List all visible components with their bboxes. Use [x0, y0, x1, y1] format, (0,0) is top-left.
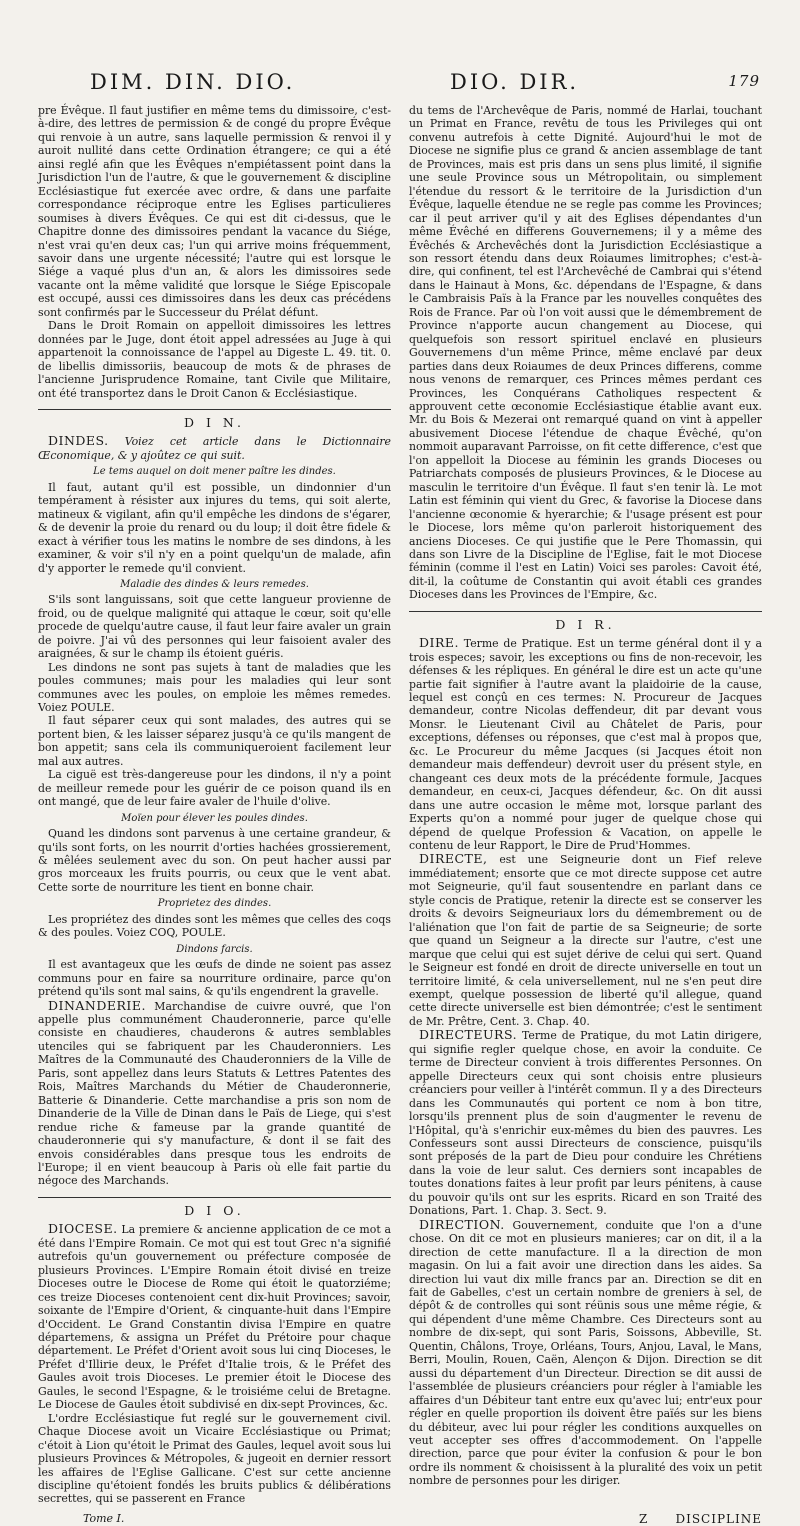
section-heading-dir: D I R. [409, 611, 762, 631]
headword-directe: DIRECTE, [419, 851, 488, 867]
paragraph: Les propriétez des dindes sont les mêmes que celles des coqs & des poules. Voiez COQ, POULE. [38, 912, 391, 940]
subheading: Le tems auquel on doit mener paître les dindes. [93, 466, 336, 478]
paragraph: du tems de l'Archevêque de Paris, nommé de Harlai, touchant un Primat en France, revêtu de tous les Privileges qui ont convenu autrefois à cette Dignité. Aujourd'hui le mot de Diocese ne signifie plus ce grand & ancien assemblage de tant de Provinces, mais est pris dans un sens plus limité, il signifie une seule Province sous un Métropolitain, ou simplement l'étendue du ressort & le territoire de la Jurisdiction d'un Évêque, laquelle étendue ne se regle pas comme les Provinces; car il peut arriver qu'il y ait des Eglises dépendantes d'un même Évêché en differens Gouvernemens; il y a même des Évêchés & Archevêchés dont la Jurisdiction Ecclésiastique a son ressort étendu dans deux Roiaumes limitrophes; c'est-à-dire, qui confinent, tel est l'Archevêché de Cambrai qui s'étend dans le Hainaut à Mons, &c. dépendans de l'Espagne, & dans le Cambraisis Païs à la France par les nouvelles conquêtes des Rois de France. Par où l'on voit aussi que le démembrement de Province n'apporte aucun changement au Diocese, qui quelquefois son ressort spirituel enclavé en plusieurs Gouvernemens d'un même Prince, même enclavé par deux parties dans deux Roiaumes de deux Princes differens, comme nous venons de remarquer, ces Princes mêmes perdant ces Provinces, les Conquérans Catholiques respectent & approuvent cette œconomie Ecclésiastique établie avant eux. Mr. du Bois & Mezerai ont remarqué quand on vint à appeller abusivement Diocese l'étendue de chaque Évêché, qu'on nommoit auparavant Parroisse, on fit cette difference, c'est que l'on appelloit la Diocese au féminin les grands Dioceses ou Patriarchats composés de plusieurs Provinces, & le Diocese au masculin le territoire d'un Évêque. Il faut s'en tenir là. Le mot Latin est féminin qui vient du Grec, & favorise la Diocese dans l'ancienne œconomie & hyerarchie; & l'usage présent est pour le Diocese, lors même qu'on parleroit historiquement des anciens Dioceses. Ce qui justifie que le Pere Thomassin, qui dans son Livre de la Discipline de l'Eglise, fait le mot Diocese féminin (comme il l'est en Latin) Voici ses paroles: Cavoit été, dit-il, la coûtume de Constantin qui avoit établi ces grandes Dioceses dans les Provinces de l'Empire, &c. [409, 104, 762, 602]
entry-body: Voiez cet article dans le Dictionnaire Œconomique, & y ajoûtez ce qui suit. [38, 435, 391, 462]
page-number: 179 [728, 72, 760, 90]
volume-signature: Tome I. [83, 1511, 125, 1525]
subheading: Maladie des dindes & leurs remedes. [120, 578, 309, 590]
text-columns [38, 104, 762, 1506]
headword-directeurs: DIRECTEURS. [419, 1027, 518, 1043]
entry-body: Marchandise de cuivre ouvré, que l'on appelle plus communément Chauderonnerie, parce qu'elle consiste en chaudieres, chauderons & autres semblables utenciles qui se fabriquent par les Chauderonniers. Les Maîtres de la Communauté des Chauderonniers de la Ville de Paris, sont appellez dans leurs Statuts & Lettres Patentes des Rois, Maîtres Marchands du Métier de Chauderonnerie, Batterie & Dinanderie. Cette marchandise a pris son nom de Dinanderie de la Ville de Dinan dans le Païs de Liege, qui s'est rendue riche & fameuse par la grande quantité de chauderonnerie qui s'y manufacture, & dont il se fait des envois considérables dans presque tous les endroits de l'Europe; il en vient beaucoup à Paris où elle fait partie du négoce des Marchands. [38, 999, 391, 1188]
headword-direction: DIRECTION. [419, 1216, 505, 1232]
headword-dindes: DINDES. [48, 433, 109, 449]
headword-dire: DIRE. [419, 635, 459, 651]
footer-right [409, 1512, 762, 1526]
page-footer [38, 1512, 762, 1526]
right-column [409, 104, 762, 1506]
subheading: Moïen pour élever les poules dindes. [121, 812, 308, 824]
entry-body: Gouvernement, conduite que l'on a d'une chose. On dit ce mot en plusieurs manieres; car on dit, il a la direction de cette manufacture. Il a la direction de mon magasin. On lui a fait avoir une direction dans les aides. Sa direction lui vaut dix mille francs par an. Direction se dit en fait de Gabelles, c'est un certain nombre de greniers à sel, de dépôt & de controlles qui sont réünis sous une même régie, & qui dépendent d'une même Chambre. Ces Directeurs sont au nombre de dix-sept, qui sont Paris, Soissons, Abbeville, St. Quentin, Châlons, Troye, Orléans, Tours, Anjou, Laval, le Mans, Berri, Moulin, Rouen, Caën, Alençon & Dijon. Direction se dit aussi du département d'un Directeur. Direction se dit aussi de l'assemblée de plusieurs créanciers pour régler à l'amiable les affaires d'un Débiteur tant entre eux qu'avec lui; entr'eux pour régler en quelle proportion ils doivent être païés sur les biens du débiteur, avec lui pour régler les conditions auxquelles on veut accepter ses offres d'accommodement. On l'appelle direction, parce que pour éviter la confusion & pour le bon ordre ils nomment & choisissent à la pluralité des voix un petit nombre de personnes pour les diriger. [409, 1218, 762, 1488]
headword-dinanderie: DINANDERIE. [48, 997, 146, 1013]
entry-body: est une Seigneurie dont un Fief releve immédiatement; ensorte que ce mot directe suppose cet autre mot Seigneurie, qu'il faut sousentendre en parlant dans ce style concis de Pratique, retenir la directe est se conserver les droits & devoirs Seigneuriaux lors du démembrement ou de l'aliénation que l'on fait de partie de sa Seigneurie; de sorte que quand un Seigneur a la directe sur l'autre, c'est une marque que celui qui est sujet dérive de celui qui sert. Quand le Seigneur est fondé en droit de directe universelle en tout un territoire limité, & cela universellement, nul ne s'en peut dire exempt, quelque possession de liberté qu'il allegue, quand cette directe universelle est bien démontrée; c'est le sentiment de Mr. Prêtre, Cent. 3. Chap. 40. [409, 853, 762, 1028]
signature-mark: Z [639, 1511, 648, 1526]
entry-body: Terme de Pratique, du mot Latin dirigere, qui signifie regler quelque chose, en avoir la conduite. Ce terme de Directeur convient à trois differentes Personnes. On appelle Directeurs ceux qui sont choisis entre plusieurs créanciers pour veiller à l'intérêt commun. Il y a des Directeurs dans les Communautés qui portent ce nom à bon titre, lorsqu'ils prennent plus de soin d'augmenter le revenu de l'Hôpital, qu'à s'enrichir eux-mêmes du bien des pauvres. Les Confesseurs sont aussi Directeurs de conscience, puisqu'ils sont préposés de la part de Dieu pour conduire les Chrétiens dans la voie de leur salut. Ces derniers sont incapables de toutes donations faites à leur profit par leurs pénitens, à cause du pouvoir qu'ils ont sur les esprits. Ricard en son Traité des Donations, Part. 1. Chap. 3. Sect. 9. [409, 1029, 763, 1218]
section-heading-din: D I N. [38, 409, 391, 429]
entry-body: La premiere & ancienne application de ce mot a été dans l'Empire Romain. Ce mot qui est tout Grec n'a signifié autrefois qu'un gouvernement ou préfecture composée de plusieurs Provinces. L'Empire Romain étoit divisé en treize Dioceses outre le Diocese de Rome qui étoit le quatorziéme; ces treize Dioceses contenoient cent dix-huit Provinces; savoir, soixante de l'Empire d'Orient, & cinquante-huit dans l'Empire d'Occident. Le Grand Constantin divisa l'Empire en quatre départemens, & assigna un Préfet du Prétoire pour chaque département. Le Préfet d'Orient avoit sous lui cinq Dioceses, le Préfet d'Illirie deux, le Préfet d'Italie trois, & le Préfet des Gaules avoit trois Dioceses. Le premier étoit le Diocese des Gaules, le second l'Espagne, & le troisiéme celui de Bretagne. Le Diocese de Gaules étoit subdivisé en dix-sept Provinces, &c. [38, 1223, 391, 1412]
paragraph: Les dindons ne sont pas sujets à tant de maladies que les poules communes; mais pour les maladies qui leur sont communes avec les poules, on emploie les mêmes remedes. Voiez POULE. [38, 660, 391, 715]
subheading: Proprietez des dindes. [157, 898, 272, 910]
paragraph: L'ordre Ecclésiastique fut reglé sur le gouvernement civil. Chaque Diocese avoit un Vicaire Ecclésiastique ou Primat; c'étoit à Lion qu'étoit le Primat des Gaules, lequel avoit sous lui plusieurs Provinces & Métropoles, & jugeoit en dernier ressort les affaires de l'Eglise Gallicane. C'est sur cette ancienne discipline qu'étoient fondés les bruits publics & délibérations secrettes, qui se passerent en France [38, 1411, 391, 1506]
running-head-left: DIM. DIN. DIO. [90, 70, 296, 94]
subheading: Dindons farcis. [176, 943, 253, 955]
paragraph: pre Évêque. Il faut justifier en même tems du dimissoire, c'est-à-dire, des lettres de permission & de congé du propre Évêque qui renvoie à un autre, sans laquelle permission & renvoi il y auroit nullité dans cette Ordination étrangere; ce qui a été ainsi reglé afin que les Évêques n'empiétassent point dans la Jurisdiction l'un de l'autre, & que le gouvernement & discipline Ecclésiastique fut exercée avec ordre, & dans une parfaite correspondance réciproque entre les Eglises particulieres soumises à divers Évêques. Ce qui est dit ci-dessus, que le Chapitre donne des dimissoires pendant la vacance du Siége, n'est vrai qu'en deux cas; l'un qui arrive moins fréquemment, savoir dans une urgente nécessité; l'autre qui est lorsque le Siége a vaqué plus d'un an, & alors les dimissoires sede vacante ont la même validité que lorsque le Siége Episcopale est occupé, aussi ces dimissoires dans les deux cas précédens sont confirmés par le Successeur du Prélat défunt. [38, 104, 391, 319]
paragraph: Dans le Droit Romain on appelloit dimissoires les lettres données par le Juge, dont étoit appel adressées au Juge à qui appartenoit la connoissance de l'appel au Digeste L. 49. tit. 0. de libellis dimissoriis, beaucoup de mots & de phrases de l'ancienne Jurisprudence Romaine, tant Civile que Militaire, ont été transportez dans le Droit Canon & Ecclésiastique. [38, 319, 391, 400]
running-head [38, 70, 762, 100]
entry-body: Terme de Pratique. Est un terme général dont il y a trois especes; savoir, les exceptions ou fins de non-recevoir, les défenses & les répliques. En général le dire est un acte qu'une partie fait signifier à l'autre avant la plaidoirie de la cause, lequel est conçû en ces termes: N. Procureur de Jacques demandeur, contre Nicolas deffendeur, dit par devant vous Monsr. le Lieutenant Civil au Châtelet de Paris, pour exceptions, défenses ou réponses, que c'est mal à propos que, &c. Le Procureur du même Jacques (si Jacques étoit non demandeur mais deffendeur) devroit user du présent style, en changeant ces deux mots de la précédente formule, Jacques demandeur, en ceux-ci, Jacques défendeur, &c. On dit aussi dans une autre occasion le même mot, lorsque parlant des Experts qu'on a nommé pour juger de quelque chose qui dépend de quelque Profession & Vacation, on appelle le contenu de leur Rapport, le Dire de Prud'Hommes. [409, 637, 762, 853]
paragraph: La ciguë est très-dangereuse pour les dindons, il n'y a point de meilleur remede pour les guérir de ce poison quand ils en ont mangé, que de leur faire avaler de l'huile d'olive. [38, 768, 391, 809]
catchword: DISCIPLINE [675, 1511, 762, 1526]
paragraph: Il faut, autant qu'il est possible, un dindonnier d'un tempérament à résister aux injures du tems, qui soit alerte, matineux & vigilant, afin qu'il empêche les dindons de s'égarer, & de devenir la proie du renard ou du loup; il doit être fidele & exact à vérifier tous les matins le nombre de ses dindons, à les examiner, & voir s'il n'y en a point quelqu'un de malade, afin d'y apporter le remede qu'il convient. [38, 480, 391, 575]
paragraph: S'ils sont languissans, soit que cette langueur provienne de froid, ou de quelque malignité qui attaque le cœur, soit qu'elle procede de quelqu'autre cause, il faut leur faire avaler un grain de poivre. J'ai vû des personnes qui leur faisoient avaler des araignées, & sur le champ ils étoient guéris. [38, 593, 391, 661]
left-column [38, 104, 391, 1506]
running-head-right: DIO. DIR. [450, 70, 580, 94]
section-heading-dio: D I O. [38, 1197, 391, 1217]
paragraph: Il faut séparer ceux qui sont malades, des autres qui se portent bien, & les laisser séparez jusqu'à ce qu'ils mangent de bon appetit; sans cela ils communiqueroient facilement leur mal aux autres. [38, 714, 391, 768]
paragraph: Il est avantageux que les œufs de dinde ne soient pas assez communs pour en faire sa nourriture ordinaire, parce qu'on prétend qu'ils sont mal sains, & qu'ils engendrent la gravelle. [38, 958, 391, 999]
headword-diocese: DIOCESE. [48, 1221, 118, 1237]
paragraph: Quand les dindons sont parvenus à une certaine grandeur, & qu'ils sont forts, on les nourrit d'orties hachées grossierement, & mêlées seulement avec du son. On peut hacher aussi par gros morceaux les fruits pourris, ou ceux que le vent abat. Cette sorte de nourriture les tient en bonne chair. [38, 827, 391, 894]
